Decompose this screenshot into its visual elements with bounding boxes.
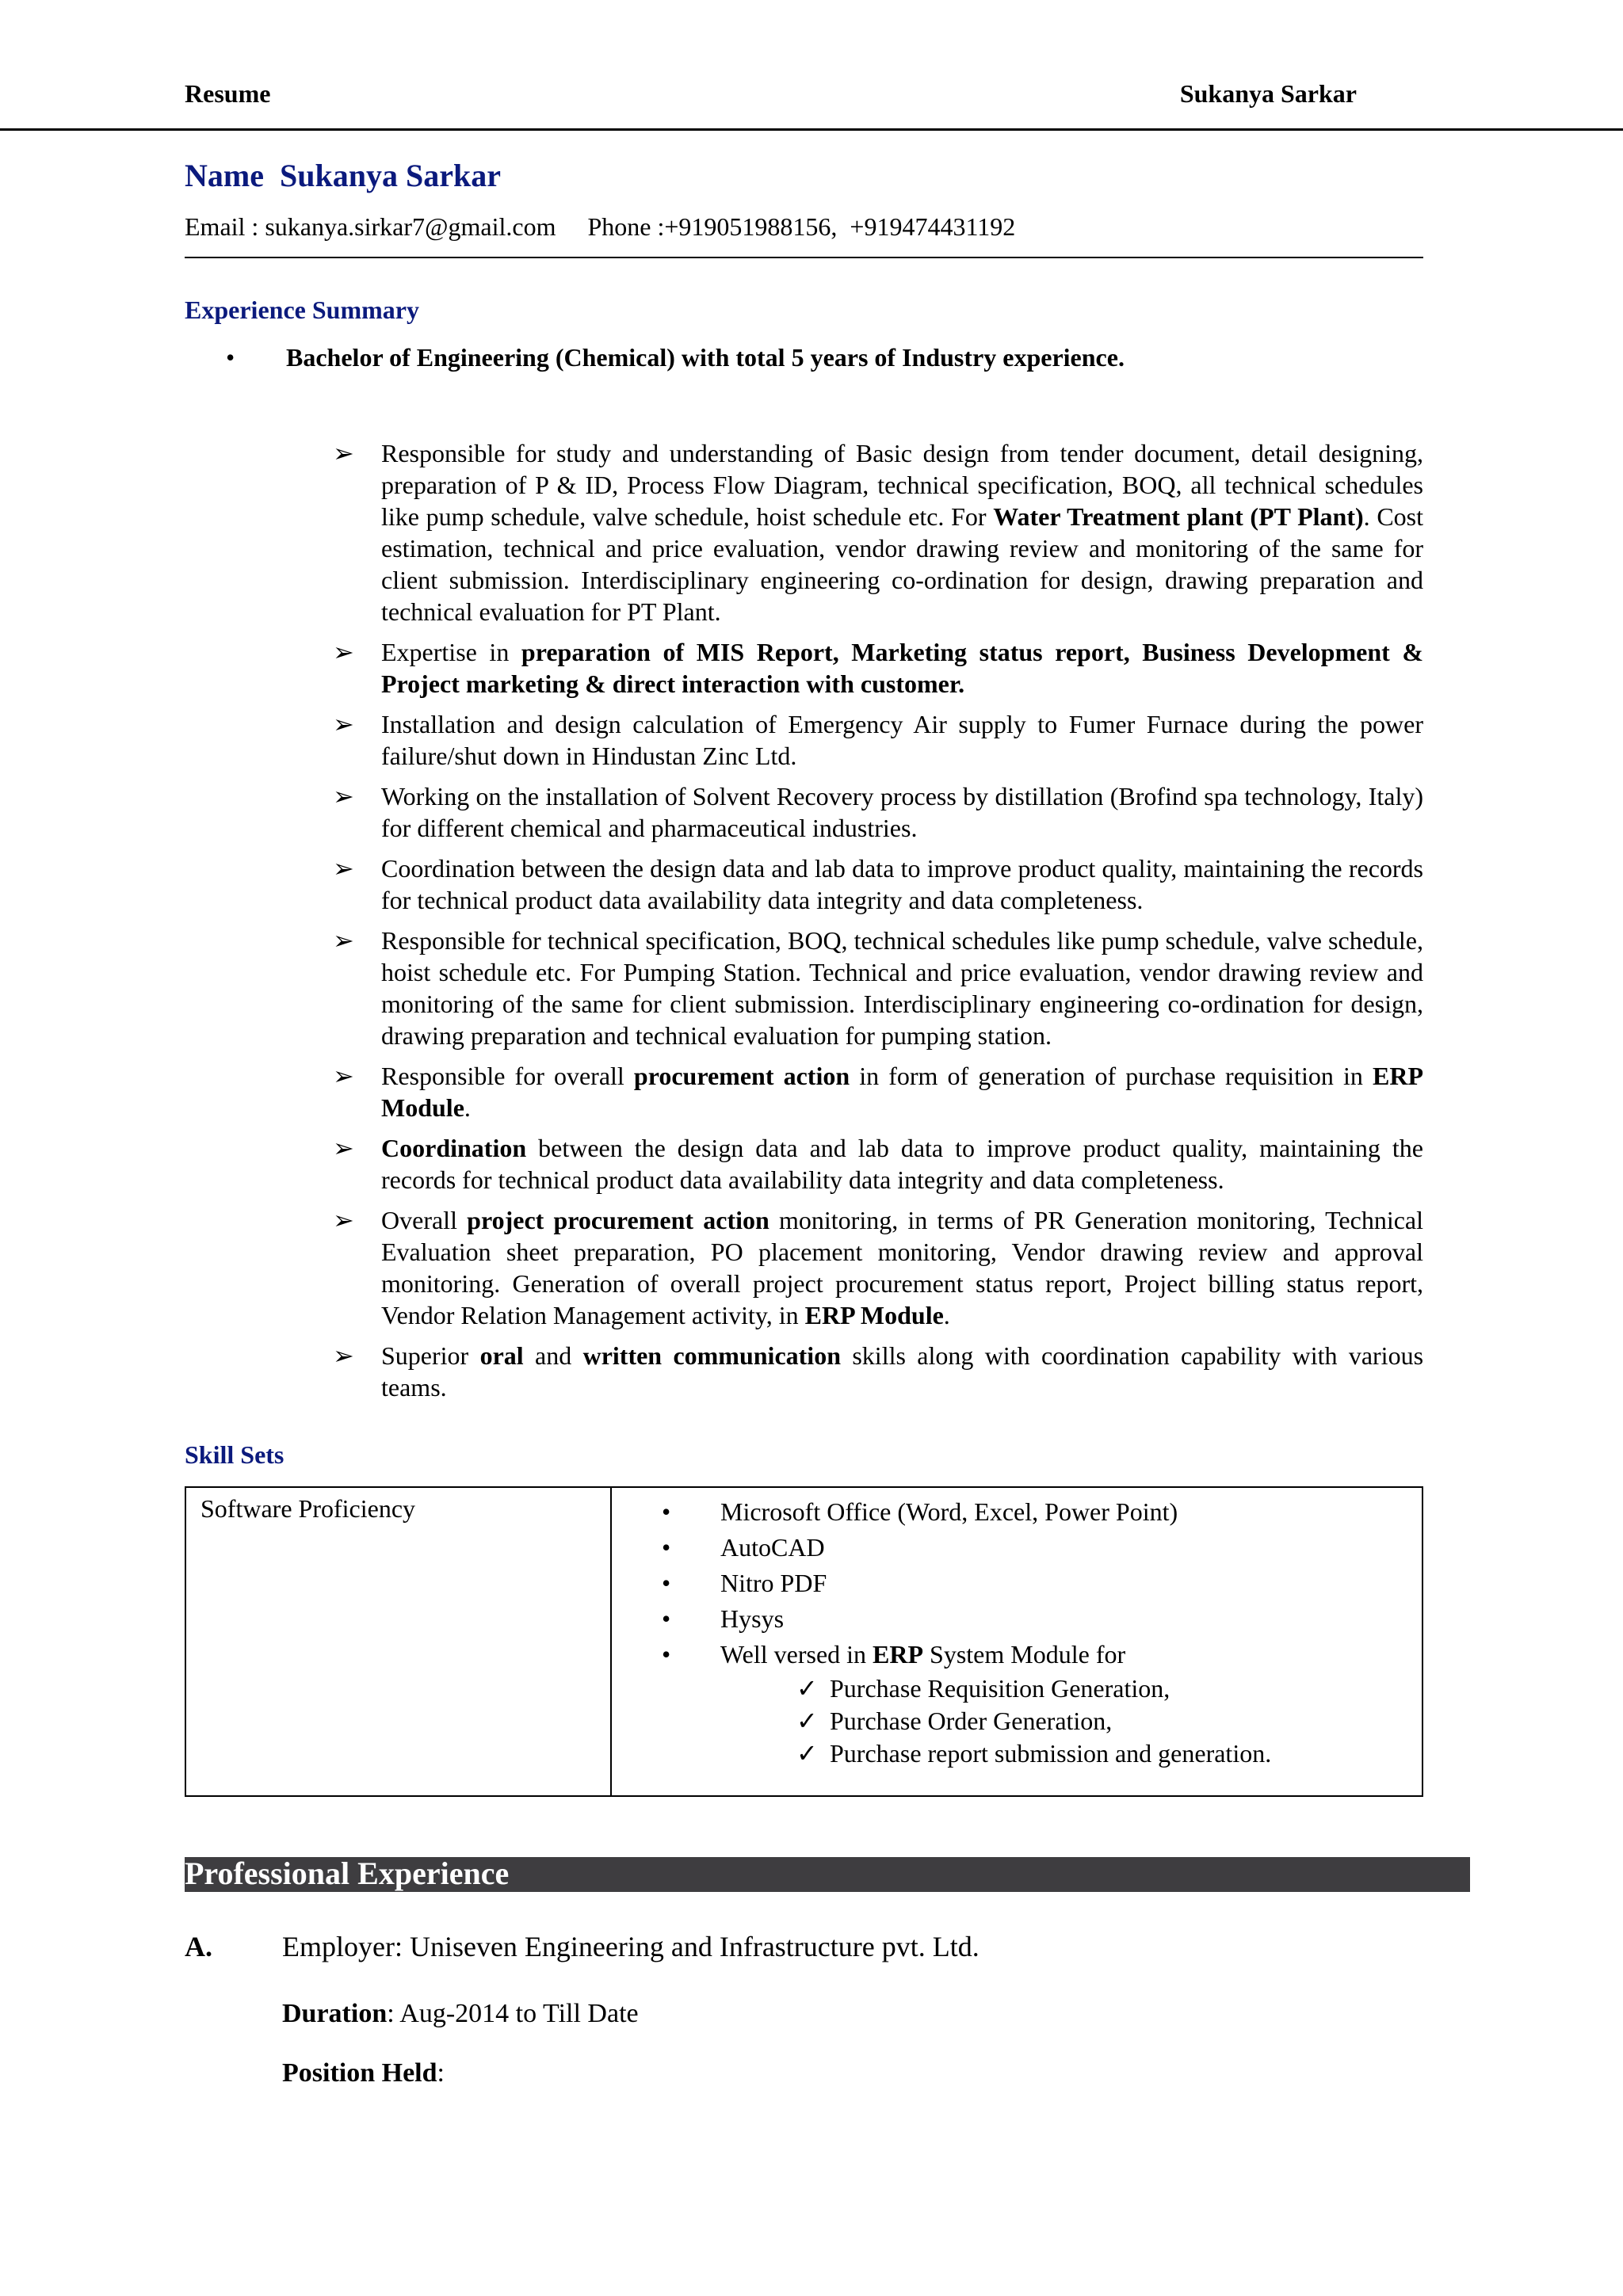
experience-list (333, 437, 1423, 1403)
skill-sets-heading: Skill Sets (185, 1440, 285, 1469)
candidate-name (185, 157, 501, 194)
item-text: Responsible for technical specification, BOQ, technical schedules like pump schedule, valve schedule, hoist schedule etc. For Pumping Station. Technical and price evaluation, vendor drawing review and monitoring of the same for client submission. Interdisciplinary engineering co-ordination for design, drawing preparation and technical evaluation for pumping station. (381, 926, 1423, 1050)
emphasis-text: Coordination (381, 1134, 527, 1162)
checkmark-icon: ✓ (796, 1739, 818, 1768)
list-item (333, 437, 1423, 627)
duration-label: Duration (282, 1999, 388, 2028)
list-item (333, 852, 1423, 916)
bullet-icon: • (226, 343, 235, 372)
arrow-bullet-icon: ➢ (333, 638, 354, 666)
list-item (662, 1566, 1271, 1601)
item-text: Responsible for study and understanding of Basic design from tender document, detail designing, preparation of P & ID, Process Flow Diagram, technical specification, BOQ, all technical schedules like pump schedule, valve schedule, hoist schedule etc. For (381, 439, 1423, 531)
arrow-bullet-icon: ➢ (333, 1062, 354, 1090)
bullet-icon: • (662, 1569, 671, 1597)
email-value: sukanya.sirkar7@gmail.com (265, 212, 556, 241)
erp-suffix: System Module for (923, 1640, 1126, 1669)
emphasis-text: project procurement action (467, 1206, 769, 1234)
phone-value: +919051988156, +919474431192 (664, 212, 1016, 241)
list-item (333, 925, 1423, 1051)
name-label: Name (185, 158, 264, 193)
bullet-icon: • (662, 1640, 671, 1669)
bullet-icon: • (662, 1533, 671, 1562)
duration-line (282, 1999, 639, 2029)
item-text: . (464, 1093, 471, 1122)
list-item (662, 1637, 1271, 1770)
item-text: monitoring, in terms of PR Generation monitoring, Technical Evaluation sheet preparation, PO placement monitoring, Vendor drawing review and approval monitoring. Generation of overall project procurement status report, Project billing status report, Vendor Relation Management activity, in (381, 1206, 1424, 1329)
emphasis-text: ERP Module (804, 1301, 944, 1329)
item-text: in form of generation of purchase requisition in (850, 1062, 1373, 1090)
professional-experience-heading: Professional Experience (185, 1855, 510, 1891)
emphasis-text: procurement action (633, 1062, 850, 1090)
item-text: . Cost estimation, technical and price evaluation, vendor drawing review and monitoring of the same for client submission. Interdisciplinary engineering co-ordination for design, drawing preparation and technical evaluation for PT Plant. (381, 502, 1424, 626)
phone-label: Phone : (587, 212, 665, 241)
erp-bold: ERP (873, 1640, 924, 1669)
emphasis-text: written communication (582, 1341, 841, 1370)
list-item (796, 1737, 1271, 1770)
summary-main-point: Bachelor of Engineering (Chemical) with total 5 years of Industry experience. (286, 343, 1125, 372)
skill-item: Microsoft Office (Word, Excel, Power Point) (720, 1497, 1178, 1526)
list-item (662, 1530, 1271, 1566)
list-item (333, 708, 1423, 772)
arrow-bullet-icon: ➢ (333, 710, 354, 738)
name-value: Sukanya Sarkar (279, 158, 501, 193)
skill-category-label: Software Proficiency (200, 1494, 416, 1523)
header-left-label: Resume (185, 79, 271, 108)
employer-name: Employer: Uniseven Engineering and Infrastructure pvt. Ltd. (282, 1931, 980, 1962)
erp-sub-item: Purchase Order Generation, (830, 1707, 1113, 1735)
list-item (796, 1705, 1271, 1737)
arrow-bullet-icon: ➢ (333, 1341, 354, 1370)
item-text: skills along with coordination capability with various teams. (381, 1341, 1424, 1402)
item-text: Coordination between the design data and lab data to improve product quality, maintaining the records for technical product data availability data integrity and data completeness. (381, 854, 1423, 914)
list-item (333, 780, 1423, 844)
item-text: . (943, 1301, 950, 1329)
emphasis-text: ERP Module (381, 1062, 1424, 1122)
email-label: Email : (185, 212, 265, 241)
list-item (333, 1060, 1423, 1123)
emphasis-text: oral (479, 1341, 524, 1370)
list-item (333, 1340, 1423, 1403)
list-item (333, 1132, 1423, 1196)
skill-item: Hysys (720, 1604, 785, 1633)
arrow-bullet-icon: ➢ (333, 926, 354, 955)
erp-sub-list (720, 1672, 1271, 1770)
bullet-icon: • (662, 1497, 671, 1526)
position-line (282, 2058, 445, 2088)
position-label: Position Held (282, 2058, 437, 2088)
list-item (796, 1672, 1271, 1705)
skills-table (185, 1486, 1423, 1797)
table-column-divider (610, 1488, 612, 1795)
erp-sub-item: Purchase report submission and generation. (830, 1739, 1272, 1768)
bullet-icon: • (662, 1604, 671, 1633)
checkmark-icon: ✓ (796, 1707, 818, 1735)
list-item (333, 1204, 1423, 1331)
arrow-bullet-icon: ➢ (333, 1134, 354, 1162)
list-item (662, 1494, 1271, 1530)
position-value: : (437, 2058, 445, 2088)
checkmark-icon: ✓ (796, 1674, 818, 1703)
header-divider (0, 128, 1623, 131)
employer-letter: A. (185, 1931, 212, 1962)
emphasis-text: preparation of MIS Report, Marketing status report, Business Development & Project marketing & direct interaction with customer. (381, 638, 1424, 698)
erp-sub-item: Purchase Requisition Generation, (830, 1674, 1170, 1703)
item-text: Installation and design calculation of Emergency Air supply to Fumer Furnace during the power failure/shut down in Hindustan Zinc Ltd. (381, 710, 1423, 770)
item-text: Expertise in (381, 638, 521, 666)
experience-summary-heading: Experience Summary (185, 296, 419, 324)
arrow-bullet-icon: ➢ (333, 439, 354, 467)
emphasis-text: Water Treatment plant (PT Plant) (993, 502, 1364, 531)
skill-item: AutoCAD (720, 1533, 825, 1562)
list-item (333, 636, 1423, 700)
skill-item: Nitro PDF (720, 1569, 827, 1597)
list-item (662, 1601, 1271, 1637)
item-text: Overall (381, 1206, 468, 1234)
arrow-bullet-icon: ➢ (333, 1206, 354, 1234)
header-right-name: Sukanya Sarkar (1179, 79, 1357, 108)
item-text: between the design data and lab data to improve product quality, maintaining the records for technical product data availability data integrity and data completeness. (381, 1134, 1423, 1194)
item-text: and (523, 1341, 583, 1370)
arrow-bullet-icon: ➢ (333, 854, 354, 883)
item-text: Responsible for overall (381, 1062, 634, 1090)
item-text: Working on the installation of Solvent Recovery process by distillation (Brofind spa technology, Italy) for different chemical and pharmaceutical industries. (381, 782, 1423, 842)
erp-prefix: Well versed in (720, 1640, 873, 1669)
duration-value: : Aug-2014 to Till Date (387, 1999, 639, 2028)
skill-list (662, 1494, 1271, 1770)
contact-divider (185, 257, 1423, 258)
arrow-bullet-icon: ➢ (333, 782, 354, 810)
item-text: Superior (381, 1341, 480, 1370)
contact-line (185, 212, 1015, 242)
